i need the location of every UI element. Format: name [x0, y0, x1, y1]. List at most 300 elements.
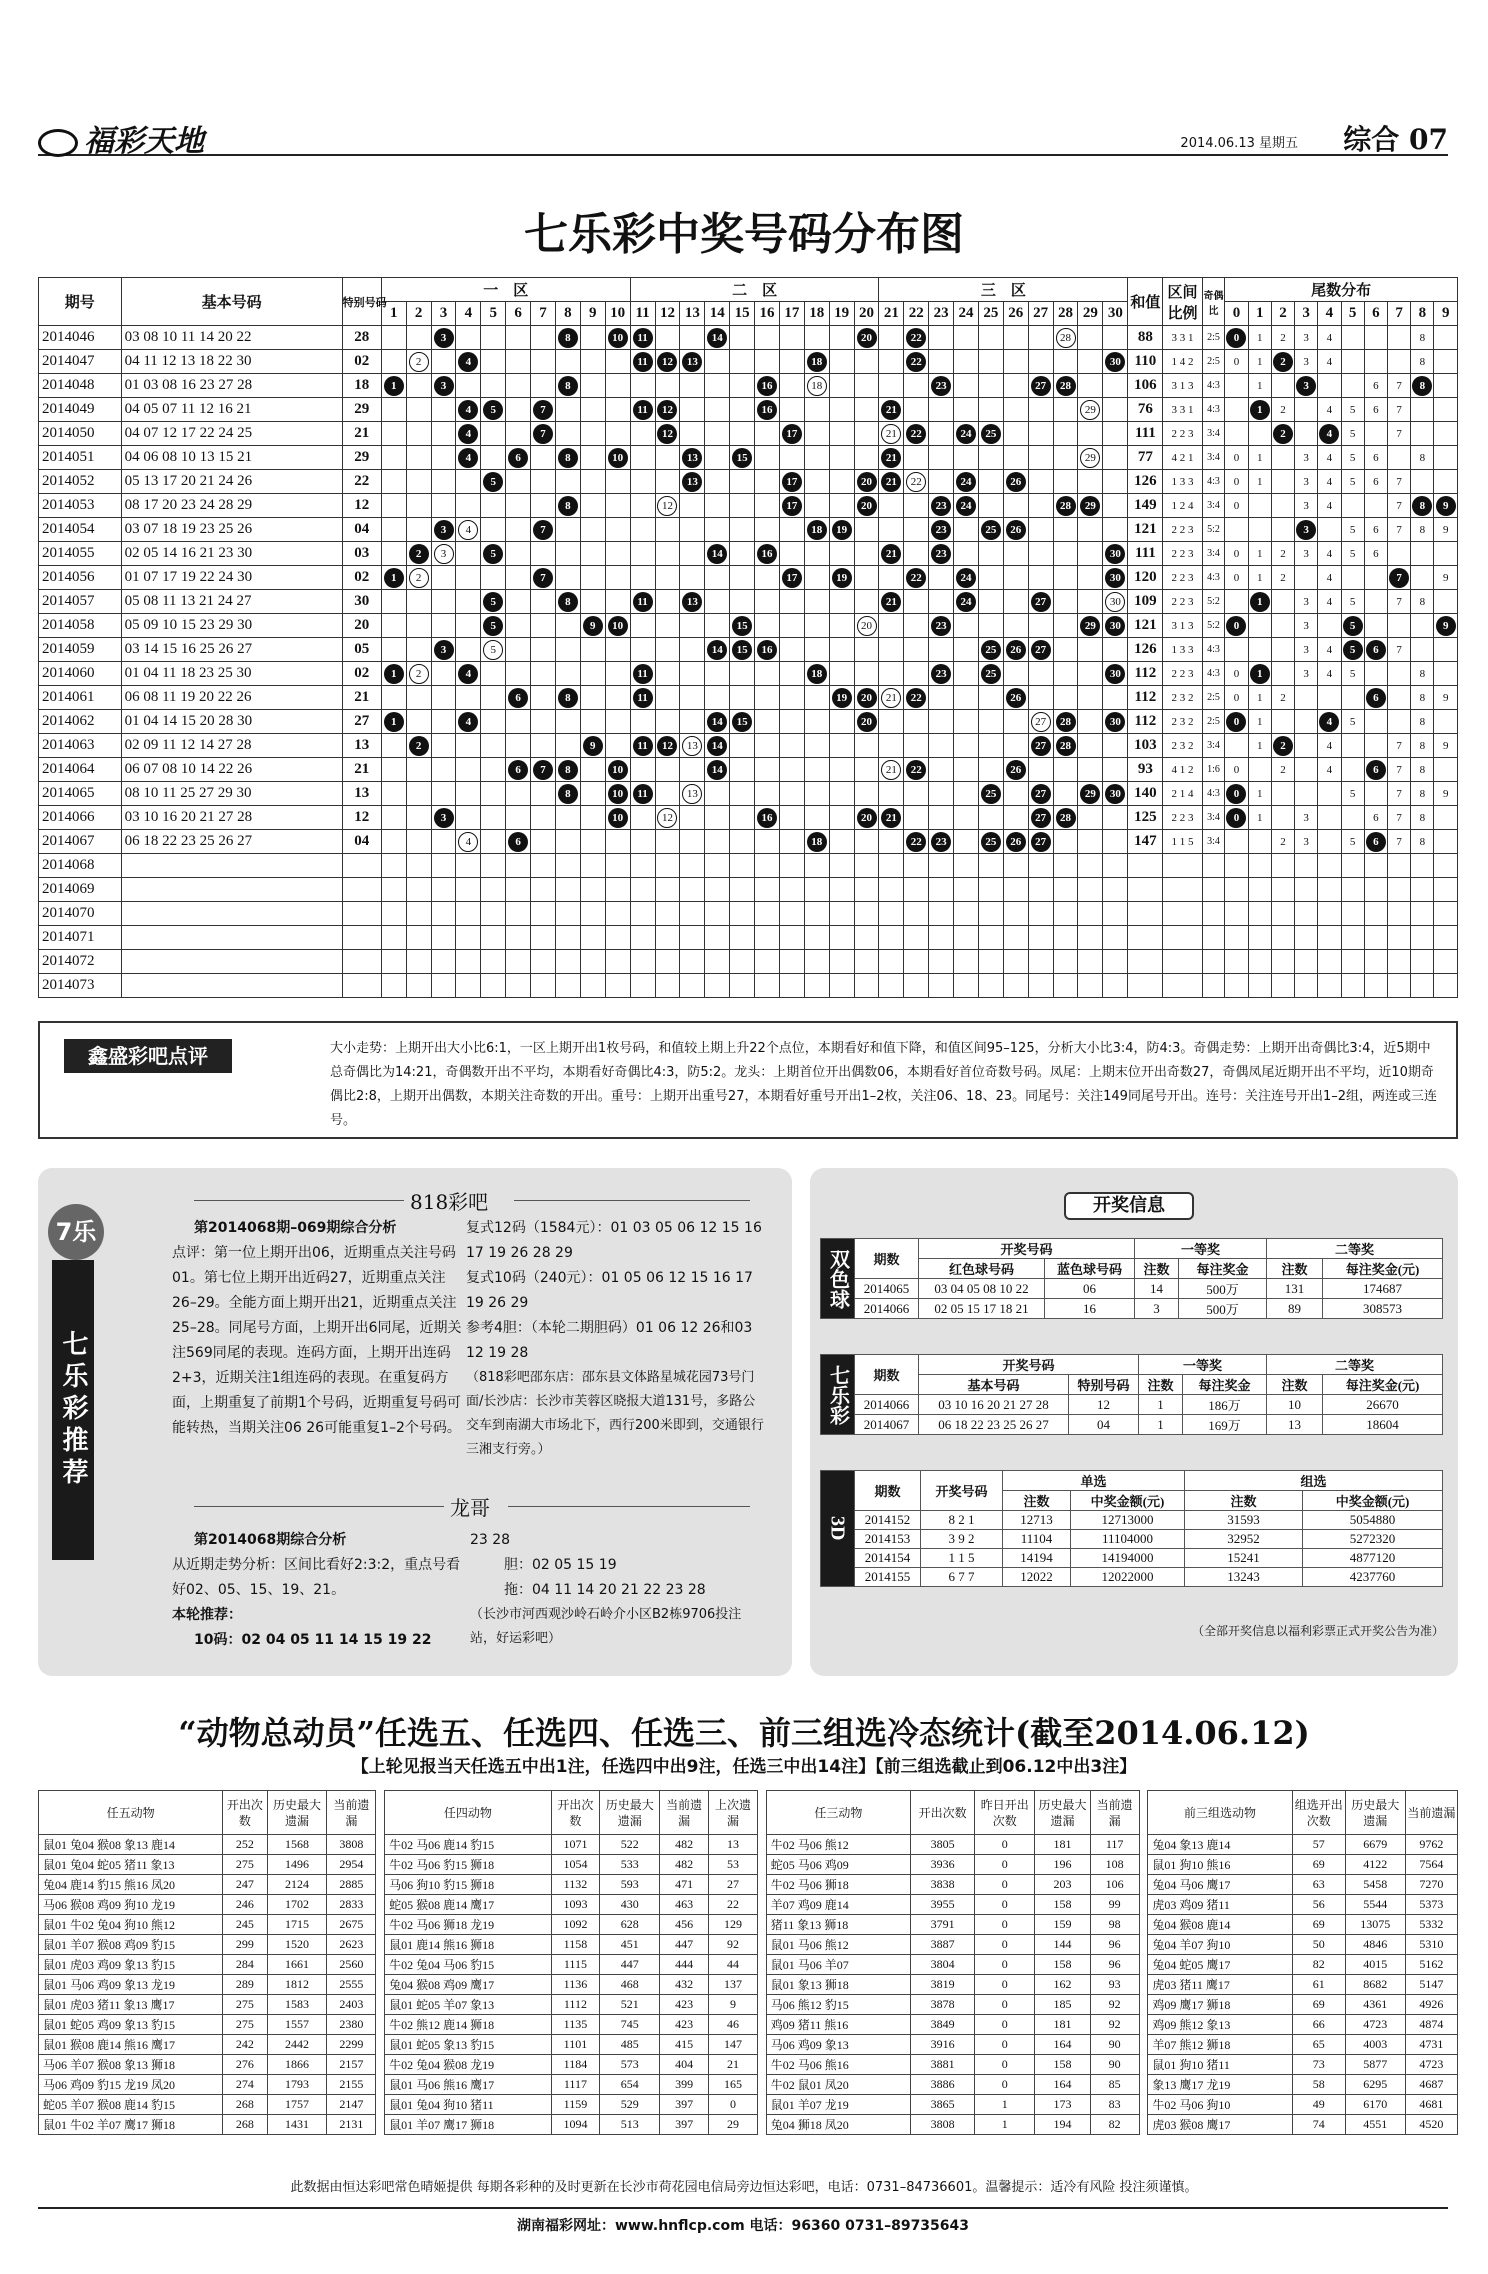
gap [757, 1895, 766, 1915]
number-cell [904, 878, 929, 902]
number-cell [1103, 542, 1128, 566]
special-number-cell: 18 [342, 374, 381, 398]
cold-cell: 108 [1090, 1855, 1139, 1875]
cold-cell: 牛02 马06 鹿14 豹15 [385, 1835, 551, 1855]
special-number-cell: 05 [342, 638, 381, 662]
section-title: 综合 07 [1343, 123, 1448, 156]
number-cell [655, 326, 680, 350]
header-h2-1: 开出次数 [551, 1791, 600, 1835]
number-cell [904, 902, 929, 926]
number-cell [879, 326, 904, 350]
number-cell [730, 926, 755, 950]
number-cell [381, 614, 406, 638]
drawn-ball: 6 [508, 688, 528, 708]
number-cell [755, 518, 780, 542]
cold-cell: 247 [223, 1875, 267, 1895]
number-cell [978, 686, 1003, 710]
number-cell [730, 566, 755, 590]
number-cell [481, 974, 506, 998]
period-cell: 2014071 [39, 926, 122, 950]
number-cell [531, 326, 556, 350]
tail-cell [1295, 566, 1318, 590]
cell: 32952 [1185, 1530, 1303, 1549]
number-cell [431, 494, 456, 518]
tail-cell [1318, 902, 1341, 926]
tail-cell: 1 [1248, 686, 1271, 710]
cold-cell: 164 [1035, 2035, 1090, 2055]
tail-cell: 3 [1295, 470, 1318, 494]
number-cell [431, 470, 456, 494]
number-cell [854, 662, 879, 686]
number-cell [978, 638, 1003, 662]
tail-cell: 9 [1434, 734, 1458, 758]
number-cell [1078, 710, 1103, 734]
sum-cell: 147 [1128, 830, 1163, 854]
cold-cell: 2299 [327, 2035, 376, 2055]
cold-cell: 628 [600, 1915, 660, 1935]
drawn-ball: 30 [1105, 568, 1125, 588]
tail-cell: 0 [1225, 542, 1248, 566]
number-cell [1003, 926, 1028, 950]
number-cell [555, 782, 580, 806]
interval-cell: 2 3 2 [1163, 710, 1202, 734]
number-cell [381, 830, 406, 854]
drawn-ball: 5 [483, 616, 503, 636]
number-cell [755, 326, 780, 350]
drawn-ball: 5 [483, 472, 503, 492]
tail-cell: 1 [1248, 374, 1271, 398]
drawn-ball: 20 [857, 328, 877, 348]
number-cell [406, 446, 431, 470]
number-cell [1028, 758, 1053, 782]
number-cell [1078, 542, 1103, 566]
cold-cell: 1132 [551, 1875, 600, 1895]
cold-cell: 1093 [551, 1895, 600, 1915]
header-period: 期号 [39, 278, 122, 326]
number-cell [829, 326, 854, 350]
sub-prize: 每注奖金(元) [1323, 1259, 1443, 1279]
number-cell [406, 686, 431, 710]
cold-cell: 92 [1090, 2015, 1139, 2035]
number-cell [1028, 974, 1053, 998]
drawn-ball: 17 [782, 424, 802, 444]
oddeven-cell: 4:3 [1202, 398, 1225, 422]
cold-cell: 1793 [267, 2075, 327, 2095]
tail-cell [1388, 854, 1411, 878]
number-cell [978, 470, 1003, 494]
header-number: 11 [630, 302, 655, 326]
cold-cell: 1 [975, 2115, 1035, 2135]
tail-cell [1225, 374, 1248, 398]
b-r2: 胆：02 05 15 19 [504, 1557, 617, 1573]
tail-cell: 1 [1248, 734, 1271, 758]
cold-cell: 马06 猴08 鸡09 狗10 龙19 [39, 1895, 223, 1915]
cold-cell: 46 [709, 2015, 758, 2035]
drawn-ball: 19 [832, 688, 852, 708]
cold-cell: 兔04 羊07 狗10 [1148, 1935, 1292, 1955]
number-cell [1053, 614, 1078, 638]
number-cell [1103, 830, 1128, 854]
interval-cell: 2 2 3 [1163, 590, 1202, 614]
number-cell [954, 734, 979, 758]
gap [376, 1975, 385, 1995]
oddeven-cell: 2:5 [1202, 686, 1225, 710]
number-cell [954, 974, 979, 998]
number-cell [531, 758, 556, 782]
number-cell [630, 902, 655, 926]
number-cell [755, 494, 780, 518]
tail-cell [1388, 902, 1411, 926]
number-cell [630, 686, 655, 710]
number-cell [1053, 590, 1078, 614]
number-cell [1003, 758, 1028, 782]
number-cell [779, 758, 804, 782]
number-cell [630, 518, 655, 542]
number-cell [381, 398, 406, 422]
page-footer: 湖南福彩网址：www.hnflcp.com 电话：96360 0731–89735643 [38, 2207, 1448, 2235]
table-row [39, 1895, 1458, 1915]
tail-cell [1271, 710, 1294, 734]
drawn-ball: 6 [508, 448, 528, 468]
cold-cell: 83 [1090, 2095, 1139, 2115]
number-cell [655, 854, 680, 878]
tail-cell [1388, 878, 1411, 902]
number-cell [630, 710, 655, 734]
number-cell [954, 566, 979, 590]
number-cell [854, 470, 879, 494]
number-cell [755, 950, 780, 974]
number-cell [580, 590, 605, 614]
cold-cell: 2833 [327, 1895, 376, 1915]
gap [1139, 2115, 1148, 2135]
number-cell [531, 398, 556, 422]
sum-cell: 120 [1128, 566, 1163, 590]
number-cell [1103, 950, 1128, 974]
number-cell [406, 758, 431, 782]
tail-cell [1225, 878, 1248, 902]
cold-cell: 4846 [1345, 1935, 1405, 1955]
number-cell [555, 710, 580, 734]
number-cell [929, 878, 954, 902]
number-cell [829, 566, 854, 590]
number-cell [904, 926, 929, 950]
cold-cell: 245 [223, 1915, 267, 1935]
special-number-cell: 21 [342, 686, 381, 710]
number-cell [655, 518, 680, 542]
number-cell [580, 854, 605, 878]
number-cell [730, 830, 755, 854]
drawn-ball: 24 [956, 496, 976, 516]
number-cell [580, 926, 605, 950]
number-cell [481, 566, 506, 590]
cold-cell: 3916 [910, 2035, 974, 2055]
number-cell [680, 830, 705, 854]
basic-numbers-cell: 06 08 11 19 20 22 26 [121, 686, 342, 710]
col-first: 一等奖 [1139, 1355, 1267, 1375]
tail-cell [1271, 734, 1294, 758]
cell: 11104000 [1071, 1530, 1185, 1549]
tail-ball: 0 [1226, 784, 1246, 804]
number-cell [779, 470, 804, 494]
number-cell [879, 710, 904, 734]
tail-cell: 2 [1271, 830, 1294, 854]
number-cell [730, 470, 755, 494]
cold-cell: 513 [600, 2115, 660, 2135]
sub-prize: 每注奖金 [1179, 1259, 1267, 1279]
number-cell [555, 446, 580, 470]
drawn-ball: 13 [682, 352, 702, 372]
number-cell [431, 830, 456, 854]
number-cell [406, 806, 431, 830]
number-cell [506, 878, 531, 902]
tail-cell [1434, 494, 1458, 518]
basic-numbers-cell: 04 07 12 17 22 24 25 [121, 422, 342, 446]
drawn-ball: 3 [434, 376, 454, 396]
tail-cell [1225, 902, 1248, 926]
basic-numbers-cell: 01 04 14 15 20 28 30 [121, 710, 342, 734]
number-cell [506, 350, 531, 374]
oddeven-cell: 4:3 [1202, 638, 1225, 662]
number-cell [605, 518, 630, 542]
cell: 2014155 [855, 1568, 921, 1587]
drawn-ball: 20 [857, 808, 877, 828]
tail-cell [1341, 926, 1364, 950]
number-cell [456, 638, 481, 662]
tail-cell [1225, 734, 1248, 758]
number-cell [929, 638, 954, 662]
interval-cell: 4 1 2 [1163, 758, 1202, 782]
cold-cell: 93 [1090, 1975, 1139, 1995]
number-cell [1003, 350, 1028, 374]
number-cell [555, 494, 580, 518]
cold-cell: 鸡09 鹰17 狮18 [1148, 1995, 1292, 2015]
basic-numbers-cell: 06 07 08 10 14 22 26 [121, 758, 342, 782]
number-cell [406, 782, 431, 806]
tail-cell [1248, 830, 1271, 854]
special-number-cell [342, 950, 381, 974]
tail-ball: 3 [1296, 376, 1316, 396]
number-cell [555, 806, 580, 830]
number-cell [481, 542, 506, 566]
number-cell [680, 518, 705, 542]
table-row [39, 446, 1458, 470]
cold-cell: 羊07 熊12 狮18 [1148, 2035, 1292, 2055]
b-title: 第2014068期综合分析 [194, 1532, 347, 1548]
number-cell [779, 686, 804, 710]
tail-cell [1295, 854, 1318, 878]
d3-label: 3D [821, 1471, 855, 1587]
tail-cell [1295, 926, 1318, 950]
cold-cell: 1757 [267, 2095, 327, 2115]
number-cell [929, 782, 954, 806]
number-cell [406, 518, 431, 542]
drawn-ball: 28 [1056, 496, 1076, 516]
header-h1-1: 开出次数 [223, 1791, 267, 1835]
cold-cell: 1115 [551, 1955, 600, 1975]
number-cell [531, 374, 556, 398]
col-single: 单选 [1003, 1471, 1185, 1491]
number-cell [854, 350, 879, 374]
period-cell: 2014069 [39, 878, 122, 902]
number-cell [680, 350, 705, 374]
cold-cell: 鼠01 狗10 熊16 [1148, 1855, 1292, 1875]
special-number-cell: 28 [342, 326, 381, 350]
number-cell [381, 902, 406, 926]
number-cell [680, 926, 705, 950]
table-row [39, 638, 1458, 662]
special-ball: 27 [1031, 712, 1051, 732]
tail-cell: 8 [1411, 350, 1434, 374]
cold-cell: 58 [1292, 2075, 1345, 2095]
drawn-ball: 1 [384, 568, 404, 588]
drawn-ball: 5 [483, 400, 503, 420]
number-cell [431, 854, 456, 878]
drawn-ball: 3 [434, 808, 454, 828]
tail-cell: 7 [1388, 782, 1411, 806]
col-second: 二等奖 [1267, 1239, 1443, 1259]
number-cell [481, 662, 506, 686]
number-cell [954, 590, 979, 614]
tail-cell: 6 [1364, 398, 1387, 422]
table-row [39, 1995, 1458, 2015]
interval-cell: 3 3 1 [1163, 326, 1202, 350]
period-cell: 2014067 [39, 830, 122, 854]
commentary-box [38, 1021, 1458, 1139]
number-cell [605, 590, 630, 614]
qlc-badge-icon: 7乐 [48, 1204, 104, 1260]
cold-cell: 虎03 猴08 鹰17 [1148, 2115, 1292, 2135]
period-cell: 2014050 [39, 422, 122, 446]
cold-cell: 456 [660, 1915, 709, 1935]
gap [376, 2055, 385, 2075]
number-cell [779, 662, 804, 686]
drawn-ball: 21 [881, 592, 901, 612]
number-cell [954, 758, 979, 782]
cold-cell: 4122 [1345, 1855, 1405, 1875]
number-cell [755, 854, 780, 878]
number-cell [954, 686, 979, 710]
number-cell [655, 374, 680, 398]
number-cell [555, 854, 580, 878]
sub-basic: 基本号码 [919, 1375, 1069, 1395]
tail-cell [1271, 374, 1294, 398]
table-row [39, 2035, 1458, 2055]
drawn-ball: 4 [458, 352, 478, 372]
number-cell [431, 950, 456, 974]
period-cell: 2014066 [39, 806, 122, 830]
tail-cell [1225, 710, 1248, 734]
tail-cell: 3 [1295, 446, 1318, 470]
cold-cell: 162 [1035, 1975, 1090, 1995]
number-cell [755, 638, 780, 662]
number-cell [854, 374, 879, 398]
number-cell [580, 806, 605, 830]
header-number: 5 [481, 302, 506, 326]
drawn-ball: 11 [633, 688, 653, 708]
number-cell [506, 614, 531, 638]
cold-cell: 0 [975, 1995, 1035, 2015]
prediction-panel [38, 1168, 792, 1676]
tail-cell: 2 [1271, 398, 1294, 422]
oddeven-cell: 5:2 [1202, 590, 1225, 614]
number-cell [481, 782, 506, 806]
period-cell: 2014060 [39, 662, 122, 686]
special-ball: 2 [409, 352, 429, 372]
tail-ball: 6 [1366, 688, 1386, 708]
sum-cell: 112 [1128, 710, 1163, 734]
number-cell [655, 446, 680, 470]
cold-cell: 4551 [1345, 2115, 1405, 2135]
basic-numbers-cell: 04 06 08 10 13 15 21 [121, 446, 342, 470]
cold-stats-subtitle: 【上轮见报当天任选五中出1注，任选四中出9注，任选三中出14注】【前三组选截止到06.12中出3注】 [351, 1757, 1137, 1777]
drawn-ball: 4 [458, 448, 478, 468]
number-cell [456, 566, 481, 590]
tail-cell [1271, 518, 1294, 542]
header-h3-0: 任三动物 [766, 1791, 910, 1835]
cell: 3 [1135, 1299, 1179, 1319]
period-cell: 2014064 [39, 758, 122, 782]
cold-cell: 482 [660, 1855, 709, 1875]
number-cell [506, 806, 531, 830]
cold-cell: 2442 [267, 2035, 327, 2055]
number-cell [1003, 686, 1028, 710]
number-cell [630, 422, 655, 446]
number-cell [854, 518, 879, 542]
cold-cell: 4361 [1345, 1995, 1405, 2015]
tail-cell: 0 [1225, 470, 1248, 494]
cold-cell: 144 [1035, 1935, 1090, 1955]
number-cell [406, 734, 431, 758]
number-cell [655, 806, 680, 830]
number-cell [506, 734, 531, 758]
drawn-ball: 16 [757, 808, 777, 828]
page-title: 七乐彩中奖号码分布图 [524, 209, 964, 260]
number-cell [1053, 542, 1078, 566]
table-row [39, 566, 1458, 590]
number-cell [580, 446, 605, 470]
number-cell [605, 806, 630, 830]
number-cell [779, 590, 804, 614]
cold-cell: 447 [600, 1955, 660, 1975]
header-tail-digit: 9 [1434, 302, 1458, 326]
sum-cell [1128, 950, 1163, 974]
interval-cell: 3 1 3 [1163, 374, 1202, 398]
number-cell [929, 926, 954, 950]
number-cell [804, 782, 829, 806]
number-cell [1103, 566, 1128, 590]
cold-cell: 573 [600, 2055, 660, 2075]
table-row [39, 1875, 1458, 1895]
tail-cell: 0 [1225, 350, 1248, 374]
sub-prize: 每注奖金(元) [1323, 1375, 1443, 1395]
drawn-ball: 16 [757, 376, 777, 396]
tail-cell [1248, 974, 1271, 998]
number-cell [1053, 782, 1078, 806]
drawn-ball: 27 [1031, 640, 1051, 660]
number-cell [755, 590, 780, 614]
number-cell [680, 638, 705, 662]
cold-cell: 2124 [267, 1875, 327, 1895]
col-group: 组选 [1185, 1471, 1443, 1491]
table-row [39, 614, 1458, 638]
table-row [39, 686, 1458, 710]
cold-cell: 1496 [267, 1855, 327, 1875]
cell: 3 9 2 [921, 1530, 1003, 1549]
tail-cell: 8 [1411, 758, 1434, 782]
number-cell [879, 662, 904, 686]
tail-cell [1341, 614, 1364, 638]
number-cell [904, 446, 929, 470]
